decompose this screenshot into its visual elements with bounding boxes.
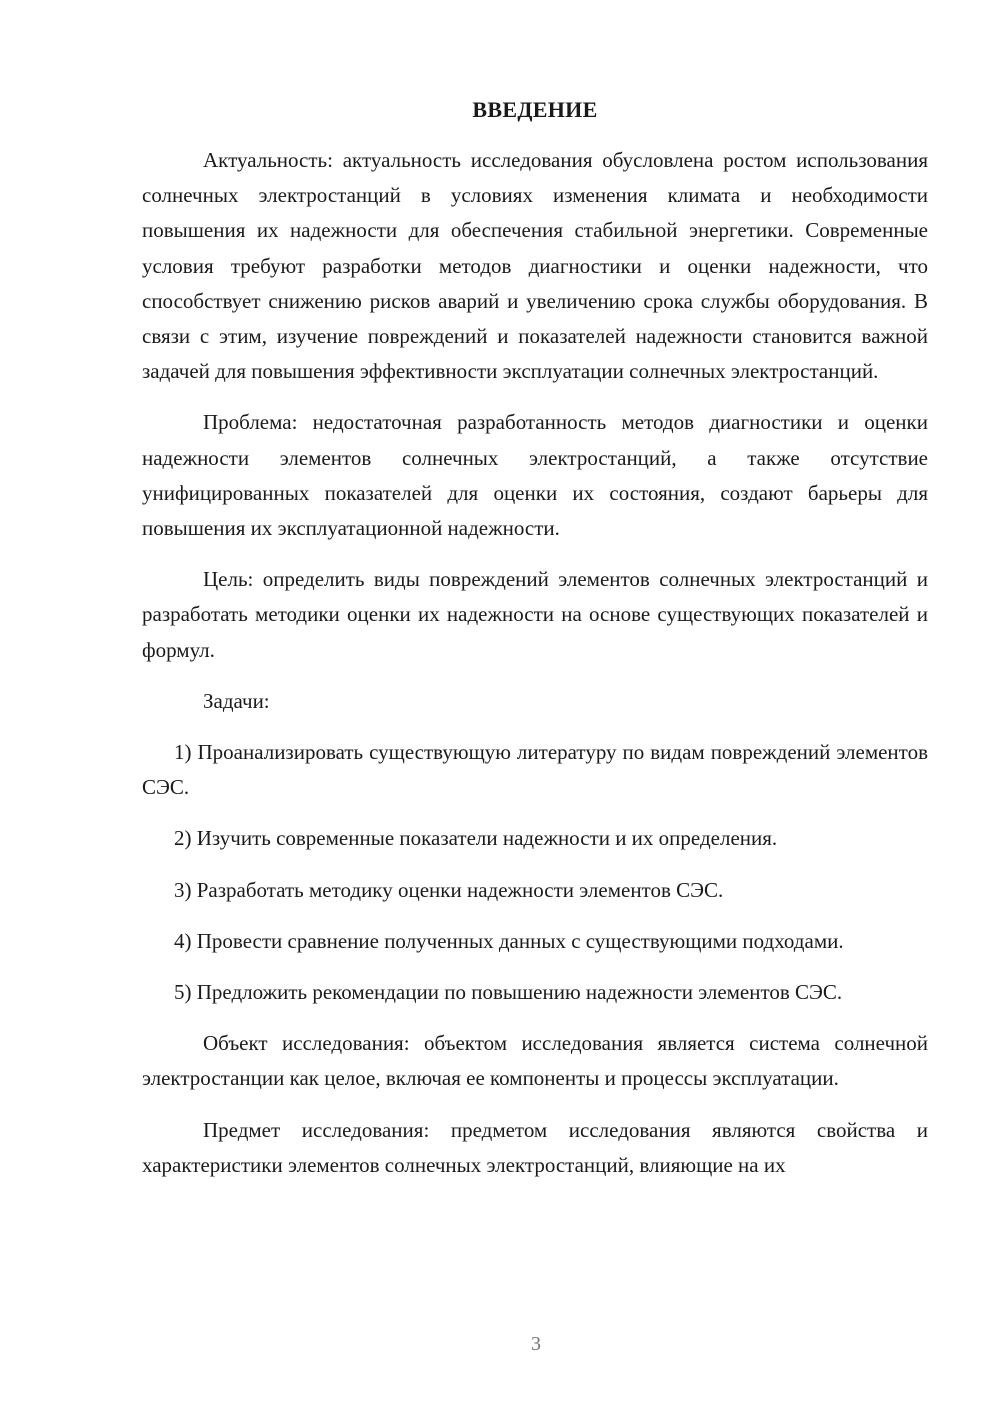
object-paragraph: Объект исследования: объектом исследования является система солнечной электростанции как целое, включая ее компоненты и процессы эксплуатации. bbox=[142, 1031, 928, 1091]
section-title: ВВЕДЕНИЕ bbox=[472, 97, 598, 122]
subject-paragraph: Предмет исследования: предметом исследования являются свойства и характеристики элементов солнечных электростанций, влияющие на их bbox=[142, 1117, 928, 1177]
relevance-paragraph: Актуальность: актуальность исследования обусловлена ростом использования солнечных электростанций в условиях изменения климата и необходимости повышения их надежности для обеспечения стабильной энергетики. Современные условия требуют разработки методов диагностики и оценки надежности, что способствует снижению рисков аварий и увеличению срока службы оборудования. В связи с этим, изучение повреждений и показателей надежности становится важной задачей для повышения эффективности эксплуатации солнечных электростанций. bbox=[142, 148, 928, 384]
task-item: 3) Разработать методику оценки надежности элементов СЭС. bbox=[174, 877, 724, 902]
task-item: 4) Провести сравнение полученных данных с существующими подходами. bbox=[174, 928, 844, 953]
page-number: 3 bbox=[531, 1333, 541, 1355]
document-page bbox=[142, 94, 928, 1199]
goal-paragraph: Цель: определить виды повреждений элементов солнечных электростанций и разработать методики оценки их надежности на основе существующих показателей и формул. bbox=[142, 567, 928, 662]
task-item: 1) Проанализировать существующую литературу по видам повреждений элементов СЭС. bbox=[142, 740, 928, 800]
problem-paragraph: Проблема: недостаточная разработанность методов диагностики и оценки надежности элементов солнечных электростанций, а также отсутствие унифицированных показателей для оценки их состояния, создают барьеры для повышения их эксплуатационной надежности. bbox=[142, 410, 928, 541]
task-item: 2) Изучить современные показатели надежности и их определения. bbox=[174, 826, 778, 851]
task-item: 5) Предложить рекомендации по повышению надежности элементов СЭС. bbox=[174, 980, 843, 1005]
tasks-heading: Задачи: bbox=[203, 688, 270, 713]
